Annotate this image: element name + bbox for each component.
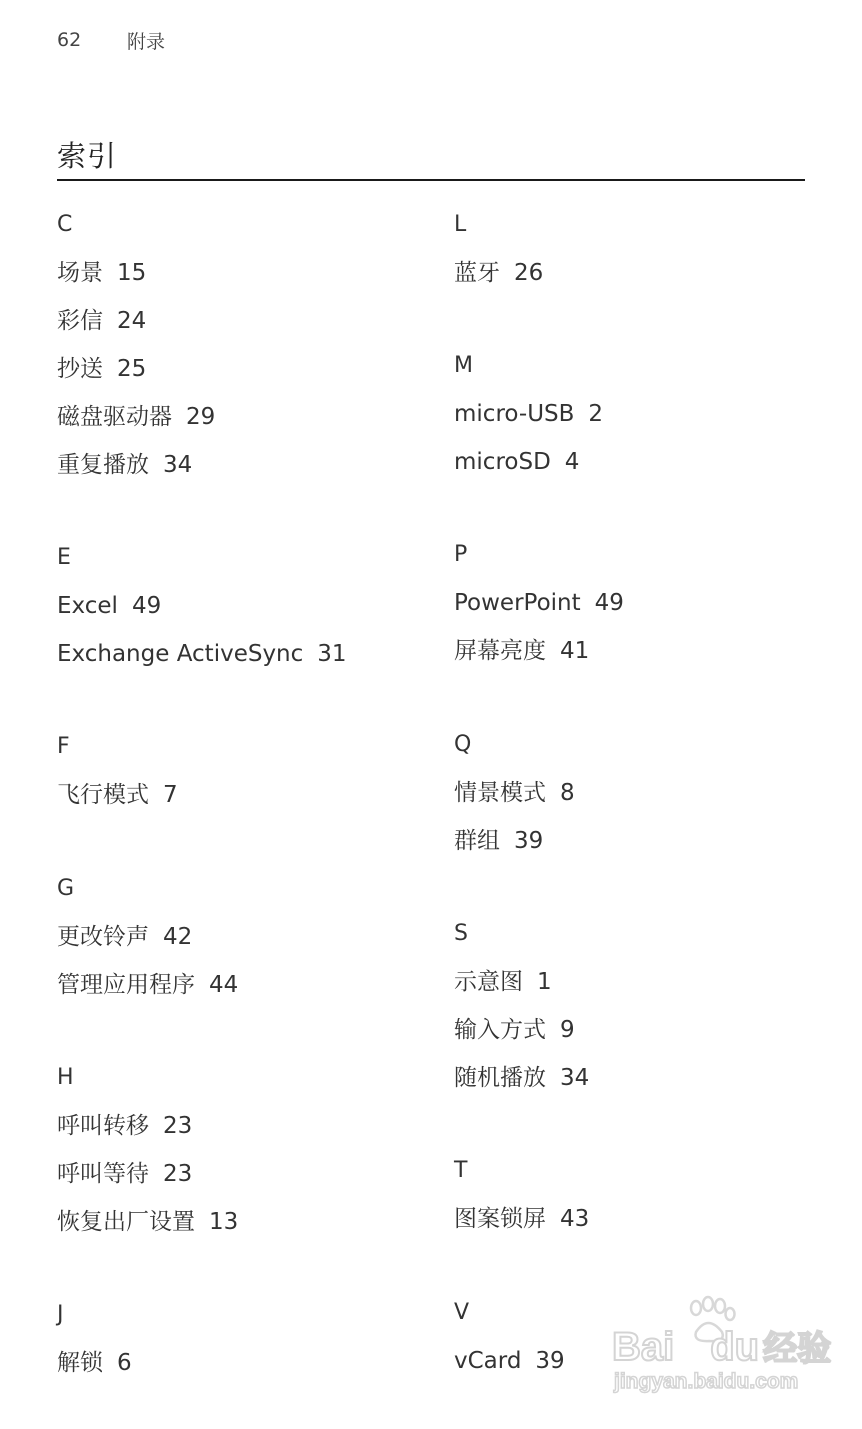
index-entry — [454, 966, 589, 1014]
index-entry — [57, 305, 215, 353]
index-group-v — [454, 1297, 565, 1393]
index-group-m — [454, 350, 603, 494]
index-group-p — [454, 539, 624, 683]
entry-page: 7 — [163, 782, 178, 808]
entry-page: 25 — [117, 356, 147, 382]
entry-page: 26 — [514, 260, 544, 286]
index-entry — [454, 1203, 589, 1251]
entry-term: 更改铃声 — [57, 924, 149, 950]
entry-term: 随机播放 — [454, 1065, 546, 1091]
entry-page: 39 — [535, 1348, 565, 1374]
index-entry — [57, 1110, 238, 1158]
index-entry — [57, 257, 215, 305]
entry-page: 42 — [163, 924, 193, 950]
index-group-g — [57, 873, 238, 1017]
index-entry — [57, 1347, 132, 1395]
index-entry — [57, 353, 215, 401]
entry-term: Exchange ActiveSync — [57, 641, 304, 667]
entry-term: 呼叫等待 — [57, 1161, 149, 1187]
entry-page: 6 — [117, 1350, 132, 1376]
entry-page: 49 — [131, 593, 162, 619]
index-entry — [454, 825, 575, 873]
entry-page: 41 — [560, 638, 590, 664]
entry-term: microSD — [454, 449, 551, 475]
entry-term: Excel — [57, 593, 118, 619]
group-letter: S — [454, 921, 468, 946]
entry-page: 23 — [163, 1161, 193, 1187]
group-letter: T — [454, 1158, 468, 1183]
index-entry — [57, 638, 347, 686]
page-number: 62 — [57, 29, 82, 51]
entry-page: 23 — [163, 1113, 193, 1139]
group-letter: F — [57, 734, 70, 759]
entry-page: 9 — [560, 1017, 575, 1043]
page-title: 索引 — [57, 139, 118, 173]
entry-term: vCard — [454, 1348, 522, 1374]
group-letter: P — [454, 542, 468, 567]
entry-page: 34 — [163, 452, 193, 478]
index-entry — [454, 1062, 589, 1110]
index-entry — [454, 446, 603, 494]
index-group-c — [57, 209, 215, 497]
entry-page: 44 — [209, 972, 239, 998]
section-name: 附录 — [127, 30, 166, 53]
entry-term: 呼叫转移 — [57, 1113, 149, 1139]
group-letter: C — [57, 212, 73, 237]
entry-page: 8 — [560, 780, 575, 806]
baidu-jingyan-watermark — [612, 1298, 832, 1398]
entry-page: 24 — [117, 308, 147, 334]
group-letter: V — [454, 1300, 470, 1325]
group-letter: E — [57, 545, 71, 570]
title-rule — [57, 179, 805, 181]
index-entry — [57, 921, 238, 969]
index-group-j — [57, 1299, 132, 1395]
index-entry — [57, 401, 215, 449]
entry-term: 输入方式 — [454, 1017, 546, 1043]
group-letter: M — [454, 353, 473, 378]
index-entry — [57, 779, 178, 827]
entry-term: 蓝牙 — [454, 260, 500, 286]
entry-page: 1 — [537, 969, 552, 995]
index-group-l — [454, 209, 543, 305]
entry-term: 场景 — [57, 260, 103, 286]
index-group-q — [454, 729, 575, 873]
running-header — [57, 26, 165, 54]
group-letter: L — [454, 212, 467, 237]
index-entry — [454, 635, 624, 683]
index-entry — [454, 257, 543, 305]
entry-term: 飞行模式 — [57, 782, 149, 808]
index-group-h — [57, 1062, 238, 1254]
entry-page: 15 — [117, 260, 147, 286]
index-entry — [57, 1158, 238, 1206]
entry-term: 解锁 — [57, 1350, 103, 1376]
entry-term: 屏幕亮度 — [454, 638, 546, 664]
index-entry — [454, 398, 603, 446]
entry-term: 情景模式 — [454, 780, 546, 806]
entry-term: 重复播放 — [57, 452, 149, 478]
entry-term: 恢复出厂设置 — [57, 1209, 195, 1235]
index-entry — [57, 590, 347, 638]
index-entry — [57, 449, 215, 497]
entry-page: 29 — [186, 404, 216, 430]
entry-term: 管理应用程序 — [57, 972, 195, 998]
index-entry — [57, 969, 238, 1017]
entry-term: 图案锁屏 — [454, 1206, 546, 1232]
index-entry — [57, 1206, 238, 1254]
index-group-f — [57, 731, 178, 827]
watermark-brand: Bai du 经验 — [612, 1325, 832, 1369]
index-entry — [454, 587, 624, 635]
entry-term: 群组 — [454, 828, 500, 854]
entry-page: 43 — [560, 1206, 590, 1232]
group-letter: H — [57, 1065, 74, 1090]
entry-page: 49 — [594, 590, 624, 616]
entry-page: 2 — [588, 401, 604, 427]
entry-term: 示意图 — [454, 969, 523, 995]
entry-term: PowerPoint — [454, 590, 581, 616]
index-group-t — [454, 1155, 589, 1251]
watermark-url: jingyan.baidu.com — [614, 1370, 799, 1393]
entry-page: 4 — [564, 449, 580, 475]
entry-page: 34 — [560, 1065, 590, 1091]
group-letter: Q — [454, 732, 472, 757]
entry-term: 抄送 — [57, 356, 103, 382]
entry-page: 31 — [317, 641, 347, 667]
group-letter: J — [57, 1302, 64, 1327]
group-letter: G — [57, 876, 75, 901]
entry-term: micro-USB — [454, 401, 575, 427]
entry-term: 磁盘驱动器 — [57, 404, 172, 430]
index-entry — [454, 1345, 565, 1393]
index-entry — [454, 777, 575, 825]
index-entry — [454, 1014, 589, 1062]
index-group-e — [57, 542, 347, 686]
index-group-s — [454, 918, 589, 1110]
entry-page: 13 — [209, 1209, 239, 1235]
entry-page: 39 — [514, 828, 544, 854]
entry-term: 彩信 — [57, 308, 103, 334]
